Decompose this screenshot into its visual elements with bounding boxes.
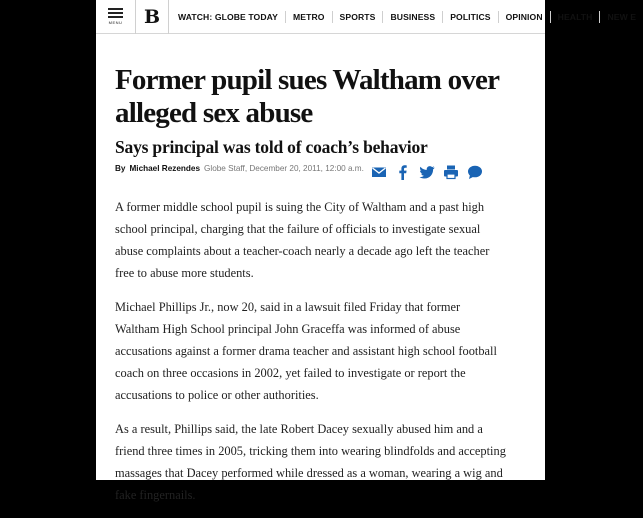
top-navigation	[96, 0, 637, 34]
menu-label: MENU	[108, 20, 123, 25]
facebook-icon[interactable]	[395, 164, 411, 180]
article-body	[115, 196, 507, 518]
nav-politics[interactable]: POLITICS	[443, 11, 498, 23]
nav-business[interactable]: BUSINESS	[383, 11, 443, 23]
nav-new-england[interactable]: NEW E	[607, 11, 637, 22]
paragraph: A former middle school pupil is suing the City of Waltham and a past high school principal, charging that the failure of officials to investigate sexual abuse complaints about a teacher-coach nearly a decade ago left the teacher free to abuse more students.	[115, 200, 490, 280]
nav-sports[interactable]: SPORTS	[333, 11, 384, 23]
byline	[115, 164, 375, 178]
byline-prefix: By	[115, 164, 126, 173]
paragraph: Michael Phillips Jr., now 20, said in a lawsuit filed Friday that former Waltham High School principal John Graceffa was informed of abuse accusations against a former drama teacher and assistant high school football coach on three occasions in 2002, yet failed to investigate or report the accusations to police or other authorities.	[115, 300, 497, 402]
hamburger-icon	[108, 8, 123, 18]
paragraph: As a result, Phillips said, the late Robert Dacey sexually abused him and a friend three times in 2005, tricking them into wearing blindfolds and accepting massages that Dacey performed while dressed as a woman, wearing a wig and fake fingernails.	[115, 422, 506, 502]
share-toolbar	[371, 163, 483, 181]
article-page	[96, 0, 637, 502]
menu-button[interactable]	[96, 0, 136, 34]
twitter-icon[interactable]	[419, 164, 435, 180]
nav-opinion[interactable]: OPINION	[499, 11, 551, 23]
article-subhead: Says principal was told of coach’s behavior	[115, 137, 428, 157]
article-headline: Former pupil sues Waltham over alleged sex abuse	[115, 64, 499, 129]
author-link[interactable]: Michael Rezendes	[129, 164, 200, 173]
nav-watch-globe-today[interactable]: WATCH: GLOBE TODAY	[169, 11, 286, 23]
comment-icon[interactable]	[467, 164, 483, 180]
print-icon[interactable]	[443, 164, 459, 180]
article-meta: Globe Staff, December 20, 2011, 12:00 a.m.	[204, 164, 364, 173]
nav-health[interactable]: HEALTH	[551, 11, 601, 23]
nav-metro[interactable]: METRO	[286, 11, 333, 23]
globe-logo[interactable]: B	[136, 0, 169, 34]
email-icon[interactable]	[371, 164, 387, 180]
